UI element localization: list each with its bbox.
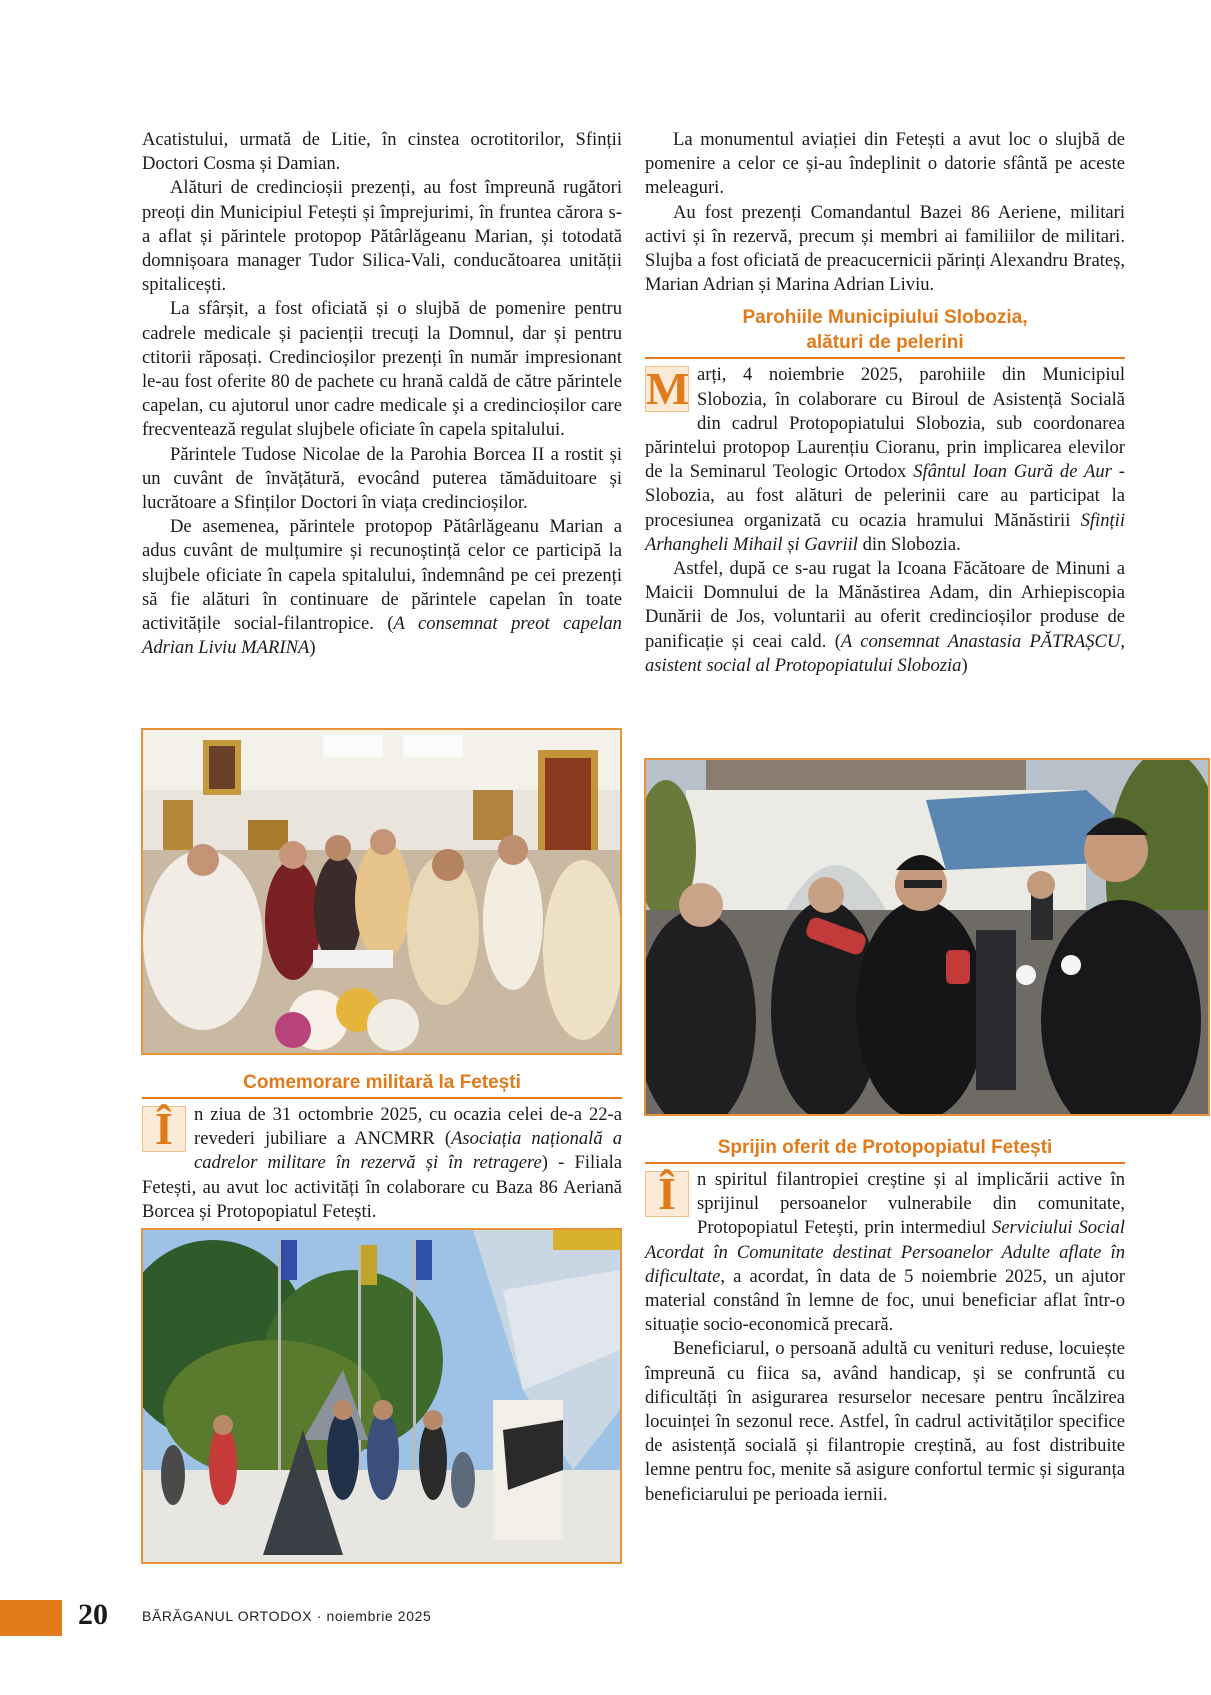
paragraph (645, 363, 1125, 557)
pilgrims-image (646, 760, 1208, 1114)
section-support (645, 1135, 1125, 1507)
paragraph-text: De asemenea, părintele protopop Pătârlăgeanu Marian a adus cuvânt de mulțumire și recunoștință celor ce participă la slujbele oficiate în capela spitalului, îndemnând pe cei prezenți să fie alături în continuare de părintele capelan în toate activitățile social-filantropice. ( (142, 516, 622, 635)
paragraph-text: n spiritul filantropiei creștine și al implicării active în sprijinul persoanelor vulnerabile din comunitate, Protopopiatul Fetești, prin intermediul (697, 1169, 1125, 1239)
paragraph-italic: Serviciului Social Acordat în Comunitate destinat Persoanelor Adulte aflate în dificultate (645, 1217, 1125, 1287)
left-column (142, 128, 622, 660)
page-number: 20 (78, 1598, 108, 1631)
section-heading: Parohiile Municipiului Slobozia, (742, 307, 1028, 329)
photo-chapel-service (141, 728, 622, 1055)
paragraph: Au fost prezenți Comandantul Bazei 86 Aeriene, militari activi și în rezervă, precum și membri ai familiilor de militari. Slujba a fost oficiată de preacucernicii părinți Alexandru Brateș, Marian Adrian și Marina Adrian Liviu. (645, 201, 1125, 296)
dropcap: Î (645, 1171, 689, 1217)
paragraph (645, 1168, 1125, 1337)
section-military (142, 1070, 622, 1224)
paragraph: Acatistului, urmată de Litie, în cinstea ocrotitorilor, Sfinții Doctori Cosma și Damian. (142, 129, 622, 175)
paragraph: Părintele Tudose Nicolae de la Parohia Borcea II a rostit și un cuvânt de învățătură, evocând puterea tămăduitoare și lucrătoare a Sfinților Doctori în viața credincioșilor. (142, 443, 622, 514)
paragraph-text: din Slobozia. (857, 533, 961, 555)
paragraph-text: arți, 4 noiembrie 2025, parohiile din Municipiul Slobozia, în colaborare cu Biroul de Asistență Socială din cadrul Protopopiatului Slobozia, sub coordonarea părintelui protopop Laurențiu Cioranu, prin implicarea elevilor de la Seminarul Teologic Ortodox (645, 364, 1125, 483)
right-column (645, 128, 1125, 678)
paragraph-text: ) (309, 637, 316, 659)
paragraph-text: ) (961, 654, 968, 676)
dropcap: M (646, 363, 690, 415)
footer-accent-bar (0, 1600, 62, 1636)
section-heading: Comemorare militară la Fetești (142, 1070, 622, 1099)
paragraph-text: n ziua de 31 octombrie 2025, cu ocazia celei de-a 22-a revederi jubiliare a ANCMRR ( (194, 1104, 622, 1150)
publication-footer: BĂRĂGANUL ORTODOX · noiembrie 2025 (142, 1608, 432, 1624)
paragraph-text: , a acordat, în data de 5 noiembrie 2025, un ajutor material constând în lemne de foc, unui beneficiar aflat într-o situație socio-economică precară. (645, 1265, 1125, 1336)
chapel-service-image (143, 730, 620, 1053)
section-heading: Sprijin oferit de Protopopiatul Fetești (645, 1135, 1125, 1164)
paragraph-text: - Slobozia, au fost alături de pelerinii care au participat la procesiunea organizată cu ocazia hramului Mănăstirii (645, 461, 1125, 531)
photo-pilgrims (644, 758, 1210, 1116)
paragraph: La monumentul aviației din Fetești a avut loc o slujbă de pomenire a celor ce și-au îndeplinit o datorie sfântă pe aceste meleaguri. (645, 129, 1125, 199)
photo-aviation-monument (141, 1228, 622, 1564)
dropcap: Î (142, 1106, 186, 1152)
paragraph (645, 557, 1125, 678)
paragraph-italic: Asociația națională a cadrelor militare în rezervă și în retragere (194, 1128, 622, 1174)
paragraph (142, 1103, 622, 1224)
paragraph (142, 515, 622, 660)
paragraph-text: ) - Filiala Fetești, au avut loc activități în colaborare cu Baza 86 Aeriană Borcea și Protopopiatul Fetești. (142, 1152, 622, 1222)
author-signature: A consemnat preot capelan Adrian Liviu MARINA (142, 613, 622, 659)
paragraph: Beneficiarul, o persoană adultă cu venituri reduse, locuiește împreună cu fiica sa, având handicap, și se confruntă cu dificultăți în asigurarea resurselor necesare pentru încălzirea locuinței în sezonul rece. Astfel, în cadrul activităților specifice de asistență socială și filantropie creștină, au fost distribuite lemne pentru foc, menite să asigure confortul termic și siguranța beneficiarului pe perioada iernii. (645, 1338, 1125, 1505)
paragraph-text: Astfel, după ce s-au rugat la Icoana Făcătoare de Minuni a Maicii Domnului de la Mănăstirea Adam, din Arhiepiscopia Dunării de Jos, voluntarii au oferit credincioșilor produse de panificație și ceai cald. ( (645, 558, 1125, 652)
author-signature: A consemnat Anastasia PĂTRAȘCU, asistent social al Protopopiatului Slobozia (645, 630, 1125, 676)
section-heading: alături de pelerini (645, 330, 1125, 359)
paragraph-italic: Sfinții Arhangheli Mihail și Gavriil (645, 509, 1125, 555)
paragraph: Alături de credincioșii prezenți, au fost împreună rugători preoți din Municipiul Fetești și împrejurimi, în fruntea cărora s-a aflat și părintele protopop Pătârlăgeanu Marian, și totodată domnișoara manager Tudor Silica-Vali, conducătoarea unității spitalicești. (142, 177, 622, 296)
paragraph: La sfârșit, a fost oficiată și o slujbă de pomenire pentru cadrele medicale și pacienții trecuți la Domnul, dar și pentru ctitorii răposați. Credincioșilor prezenți în număr impresionant le-au fost oferite 80 de pachete cu hrană caldă de către părintele capelan, cu ajutorul unor cadre medicale și a credincioșilor care frecventează regulat slujbele oficiate în capela spitalului. (142, 298, 622, 441)
paragraph-italic: Sfântul Ioan Gură de Aur (913, 461, 1112, 483)
aviation-monument-image (143, 1230, 620, 1562)
